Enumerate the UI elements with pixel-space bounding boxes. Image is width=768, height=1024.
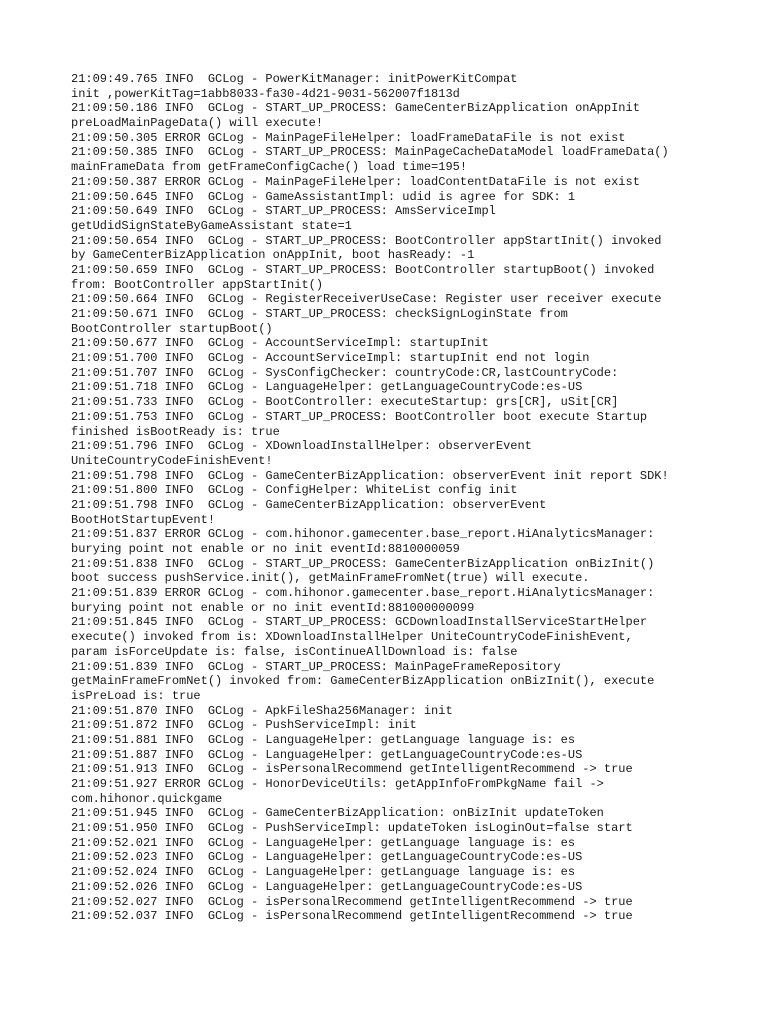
log-line: 21:09:51.839 ERROR GCLog - com.hihonor.gamecenter.base_report.HiAnalyticsManager: <box>71 586 655 601</box>
log-line: 21:09:50.385 INFO GCLog - START_UP_PROCESS: MainPageCacheDataModel loadFrameData() <box>71 145 669 160</box>
log-line: BootController startupBoot() <box>71 321 273 336</box>
log-line: mainFrameData from getFrameConfigCache() load time=195! <box>71 160 468 175</box>
log-line: UniteCountryCodeFinishEvent! <box>71 453 273 468</box>
log-line: 21:09:52.037 INFO GCLog - isPersonalRecommend getIntelligentRecommend -> true <box>71 909 633 924</box>
log-line: burying point not enable or no init eventId:8810000059 <box>71 542 460 556</box>
log-line: 21:09:52.024 INFO GCLog - LanguageHelper: getLanguage language is: es <box>71 865 576 880</box>
log-line: 21:09:51.753 INFO GCLog - START_UP_PROCESS: BootController boot execute Startup <box>71 409 648 424</box>
log-line: 21:09:50.671 INFO GCLog - START_UP_PROCESS: checkSignLoginState from <box>71 307 568 321</box>
log-line: 21:09:50.387 ERROR GCLog - MainPageFileHelper: loadContentDataFile is not exist <box>71 174 640 189</box>
log-line: 21:09:51.838 INFO GCLog - START_UP_PROCESS: GameCenterBizApplication onBizInit() <box>71 556 655 571</box>
log-line: getUdidSignStateByGameAssistant state=1 <box>71 218 352 233</box>
log-line: init ,powerKitTag=1abb8033-fa30-4d21-9031-562007f1813d <box>71 86 460 101</box>
log-line: 21:09:52.021 INFO GCLog - LanguageHelper: getLanguage language is: es <box>71 835 576 850</box>
log-line: 21:09:51.927 ERROR GCLog - HonorDeviceUtils: getAppInfoFromPkgName fail -> <box>71 777 604 791</box>
log-line: from: BootController appStartInit() <box>71 277 324 292</box>
log-line: by GameCenterBizApplication onAppInit, boot hasReady: -1 <box>71 248 475 263</box>
log-line: 21:09:51.798 INFO GCLog - GameCenterBizApplication: observerEvent init report SDK! <box>71 468 669 483</box>
log-line: 21:09:51.798 INFO GCLog - GameCenterBizApplication: observerEvent <box>71 497 547 512</box>
log-line: 21:09:50.649 INFO GCLog - START_UP_PROCESS: AmsServiceImpl <box>71 204 496 219</box>
log-line: 21:09:51.913 INFO GCLog - isPersonalRecommend getIntelligentRecommend -> true <box>71 762 633 777</box>
log-line: 21:09:50.664 INFO GCLog - RegisterReceiverUseCase: Register user receiver execute <box>71 292 662 307</box>
log-line: 21:09:52.023 INFO GCLog - LanguageHelper: getLanguageCountryCode:es-US <box>71 850 583 865</box>
log-line: 21:09:51.945 INFO GCLog - GameCenterBizApplication: onBizInit updateToken <box>71 806 604 821</box>
log-line: 21:09:51.733 INFO GCLog - BootController: executeStartup: grs[CR], uSit[CR] <box>71 395 619 410</box>
log-line: com.hihonor.quickgame <box>71 791 223 806</box>
log-line: 21:09:51.700 INFO GCLog - AccountServiceImpl: startupInit end not login <box>71 351 590 366</box>
log-line: 21:09:52.027 INFO GCLog - isPersonalRecommend getIntelligentRecommend -> true <box>71 894 633 909</box>
log-line: execute() invoked from is: XDownloadInstallHelper UniteCountryCodeFinishEvent, <box>71 630 633 645</box>
log-line: 21:09:50.305 ERROR GCLog - MainPageFileHelper: loadFrameDataFile is not exist <box>71 130 626 145</box>
log-line: 21:09:51.718 INFO GCLog - LanguageHelper: getLanguageCountryCode:es-US <box>71 380 583 395</box>
log-line: finished isBootReady is: true <box>71 424 280 439</box>
log-line: 21:09:51.800 INFO GCLog - ConfigHelper: WhiteList config init <box>71 483 518 498</box>
log-line: 21:09:51.872 INFO GCLog - PushServiceImpl: init <box>71 718 417 733</box>
log-output <box>71 72 761 924</box>
log-line: 21:09:50.677 INFO GCLog - AccountServiceImpl: startupInit <box>71 336 489 351</box>
log-line: 21:09:51.887 INFO GCLog - LanguageHelper: getLanguageCountryCode:es-US <box>71 747 583 762</box>
log-line: BootHotStartupEvent! <box>71 512 216 527</box>
log-line: 21:09:51.796 INFO GCLog - XDownloadInstallHelper: observerEvent <box>71 439 532 454</box>
log-line: 21:09:49.765 INFO GCLog - PowerKitManager: initPowerKitCompat <box>71 72 518 86</box>
log-line: 21:09:51.881 INFO GCLog - LanguageHelper: getLanguage language is: es <box>71 732 576 747</box>
log-line: preLoadMainPageData() will execute! <box>71 116 324 131</box>
log-line: 21:09:51.839 INFO GCLog - START_UP_PROCESS: MainPageFrameRepository <box>71 659 561 674</box>
log-line: 21:09:50.186 INFO GCLog - START_UP_PROCESS: GameCenterBizApplication onAppInit <box>71 101 640 116</box>
log-line: burying point not enable or no init eventId:881000000099 <box>71 600 475 615</box>
log-line: 21:09:50.645 INFO GCLog - GameAssistantImpl: udid is agree for SDK: 1 <box>71 189 576 204</box>
log-line: 21:09:50.654 INFO GCLog - START_UP_PROCESS: BootController appStartInit() invoked <box>71 233 662 248</box>
log-line: 21:09:51.837 ERROR GCLog - com.hihonor.gamecenter.base_report.HiAnalyticsManager: <box>71 527 655 542</box>
log-line: 21:09:51.707 INFO GCLog - SysConfigChecker: countryCode:CR,lastCountryCode: <box>71 365 619 380</box>
log-line: 21:09:51.950 INFO GCLog - PushServiceImpl: updateToken isLoginOut=false start <box>71 821 633 836</box>
log-line: param isForceUpdate is: false, isContinueAllDownload is: false <box>71 644 518 659</box>
log-line: 21:09:51.845 INFO GCLog - START_UP_PROCESS: GCDownloadInstallServiceStartHelper <box>71 615 648 630</box>
log-line: 21:09:50.659 INFO GCLog - START_UP_PROCESS: BootController startupBoot() invoked <box>71 262 655 277</box>
log-line: isPreLoad is: true <box>71 688 201 703</box>
log-line: getMainFrameFromNet() invoked from: GameCenterBizApplication onBizInit(), execute <box>71 674 655 689</box>
log-line: 21:09:51.870 INFO GCLog - ApkFileSha256Manager: init <box>71 703 453 718</box>
log-line: 21:09:52.026 INFO GCLog - LanguageHelper: getLanguageCountryCode:es-US <box>71 879 583 894</box>
log-line: boot success pushService.init(), getMainFrameFromNet(true) will execute. <box>71 571 590 586</box>
